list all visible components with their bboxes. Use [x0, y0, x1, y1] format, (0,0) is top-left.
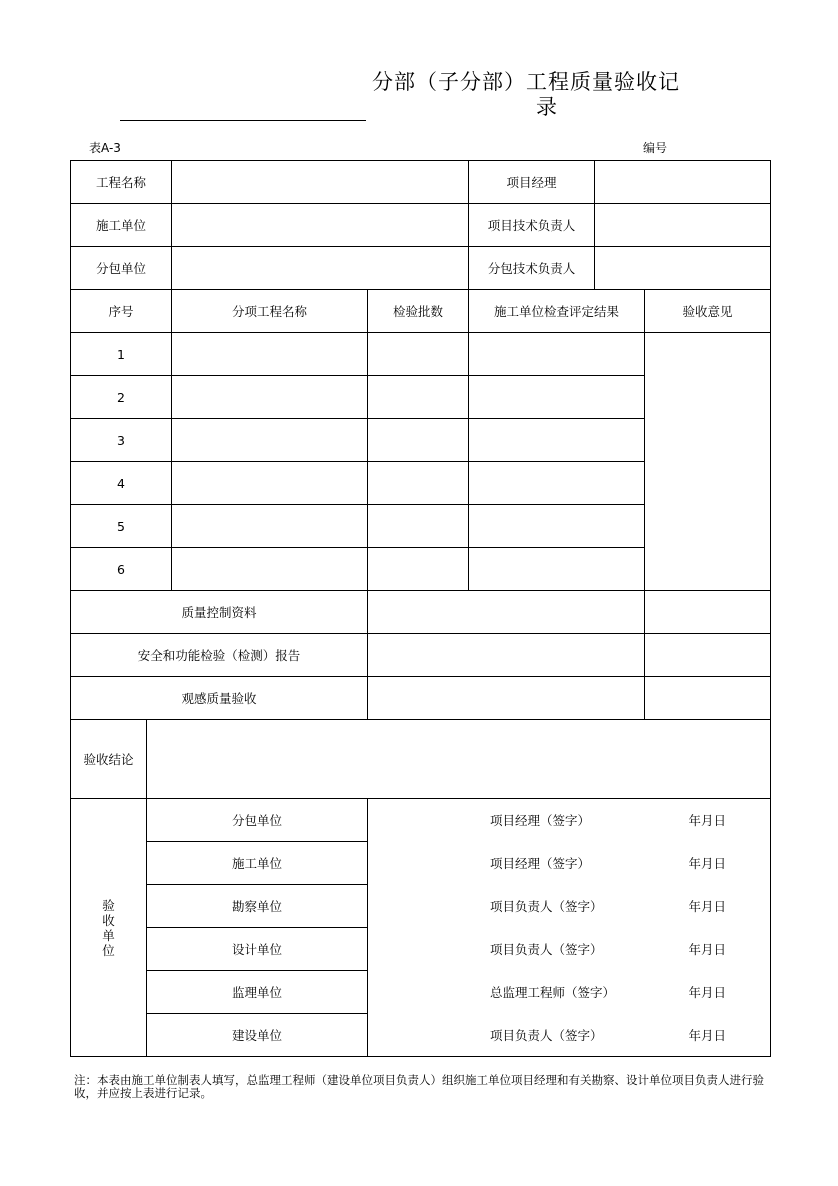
- info-row-construction: [71, 204, 771, 247]
- conclusion-label: 验收结论: [71, 720, 147, 799]
- row-seq: 4: [71, 462, 172, 505]
- col-batches-header: 检验批数: [368, 290, 469, 333]
- signature-unit: 勘察单位: [147, 885, 368, 928]
- item-name-cell[interactable]: [172, 548, 368, 591]
- project-name-field[interactable]: [172, 161, 469, 204]
- signature-row: [71, 842, 771, 885]
- info-row-subcontract: [71, 247, 771, 290]
- batches-cell[interactable]: [368, 376, 469, 419]
- row-seq: 2: [71, 376, 172, 419]
- opinion-cell[interactable]: [645, 333, 771, 591]
- signature-role[interactable]: 项目负责人（签字）: [368, 928, 645, 971]
- signature-date[interactable]: 年月日: [645, 842, 771, 885]
- signature-date[interactable]: 年月日: [645, 971, 771, 1014]
- check-result-cell[interactable]: [469, 505, 645, 548]
- signature-row: [71, 928, 771, 971]
- page-title: [372, 70, 722, 120]
- signature-role[interactable]: 项目负责人（签字）: [368, 885, 645, 928]
- check-result-cell[interactable]: [469, 333, 645, 376]
- conclusion-field[interactable]: [147, 720, 771, 799]
- appearance-quality-label: 观感质量验收: [71, 677, 368, 720]
- subcontract-unit-label: 分包单位: [71, 247, 172, 290]
- appearance-quality-result-cell[interactable]: [368, 677, 645, 720]
- item-name-cell[interactable]: [172, 376, 368, 419]
- batches-cell[interactable]: [368, 419, 469, 462]
- signature-row: [71, 1014, 771, 1057]
- footnote: 注：本表由施工单位制表人填写，总监理工程师（建设单位项目负责人）组织施工单位项目经理和有关勘察、设计单位项目负责人进行验收，并应按上表进行记录。: [74, 1073, 764, 1100]
- number-label: 编号: [643, 141, 668, 155]
- subcontract-unit-field[interactable]: [172, 247, 469, 290]
- signature-unit: 建设单位: [147, 1014, 368, 1057]
- conclusion-row: [71, 720, 771, 799]
- quality-control-label: 质量控制资料: [71, 591, 368, 634]
- project-manager-label: 项目经理: [469, 161, 595, 204]
- construction-unit-label: 施工单位: [71, 204, 172, 247]
- project-manager-field[interactable]: [595, 161, 771, 204]
- signature-unit: 分包单位: [147, 799, 368, 842]
- table-row: [71, 333, 771, 376]
- column-header-row: [71, 290, 771, 333]
- batches-cell[interactable]: [368, 505, 469, 548]
- title-line-1: 分部（子分部）工程质量验收记: [372, 70, 680, 94]
- project-name-label: 工程名称: [71, 161, 172, 204]
- col-opinion-header: 验收意见: [645, 290, 771, 333]
- signature-row: [71, 885, 771, 928]
- check-result-cell[interactable]: [469, 419, 645, 462]
- signature-date[interactable]: 年月日: [645, 799, 771, 842]
- row-seq: 6: [71, 548, 172, 591]
- info-row-project: [71, 161, 771, 204]
- form-id: 表A-3: [89, 141, 121, 155]
- col-seq-header: 序号: [71, 290, 172, 333]
- construction-unit-field[interactable]: [172, 204, 469, 247]
- safety-function-row: [71, 634, 771, 677]
- batches-cell[interactable]: [368, 548, 469, 591]
- row-seq: 5: [71, 505, 172, 548]
- tech-lead-field[interactable]: [595, 204, 771, 247]
- acceptance-units-label: 验 收 单 位: [71, 799, 147, 1057]
- signature-row: [71, 799, 771, 842]
- col-check-result-header: 施工单位检查评定结果: [469, 290, 645, 333]
- col-item-name-header: 分项工程名称: [172, 290, 368, 333]
- safety-function-opinion-cell[interactable]: [645, 634, 771, 677]
- signature-role[interactable]: 项目经理（签字）: [368, 799, 645, 842]
- item-name-cell[interactable]: [172, 505, 368, 548]
- quality-control-opinion-cell[interactable]: [645, 591, 771, 634]
- subcontract-tech-lead-label: 分包技术负责人: [469, 247, 595, 290]
- signature-role[interactable]: 项目负责人（签字）: [368, 1014, 645, 1057]
- signature-date[interactable]: 年月日: [645, 928, 771, 971]
- check-result-cell[interactable]: [469, 462, 645, 505]
- title-underline: [120, 120, 366, 121]
- batches-cell[interactable]: [368, 462, 469, 505]
- signature-role[interactable]: 总监理工程师（签字）: [368, 971, 645, 1014]
- signature-unit: 施工单位: [147, 842, 368, 885]
- signature-date[interactable]: 年月日: [645, 1014, 771, 1057]
- item-name-cell[interactable]: [172, 333, 368, 376]
- quality-control-row: [71, 591, 771, 634]
- signature-date[interactable]: 年月日: [645, 885, 771, 928]
- signature-role[interactable]: 项目经理（签字）: [368, 842, 645, 885]
- safety-function-label: 安全和功能检验（检测）报告: [71, 634, 368, 677]
- safety-function-result-cell[interactable]: [368, 634, 645, 677]
- acceptance-table: [70, 160, 771, 1057]
- quality-control-result-cell[interactable]: [368, 591, 645, 634]
- check-result-cell[interactable]: [469, 548, 645, 591]
- batches-cell[interactable]: [368, 333, 469, 376]
- item-name-cell[interactable]: [172, 419, 368, 462]
- signature-unit: 设计单位: [147, 928, 368, 971]
- row-seq: 1: [71, 333, 172, 376]
- subcontract-tech-lead-field[interactable]: [595, 247, 771, 290]
- title-line-2: 录: [536, 95, 558, 119]
- check-result-cell[interactable]: [469, 376, 645, 419]
- signature-row: [71, 971, 771, 1014]
- row-seq: 3: [71, 419, 172, 462]
- appearance-quality-row: [71, 677, 771, 720]
- tech-lead-label: 项目技术负责人: [469, 204, 595, 247]
- signature-unit: 监理单位: [147, 971, 368, 1014]
- appearance-quality-opinion-cell[interactable]: [645, 677, 771, 720]
- item-name-cell[interactable]: [172, 462, 368, 505]
